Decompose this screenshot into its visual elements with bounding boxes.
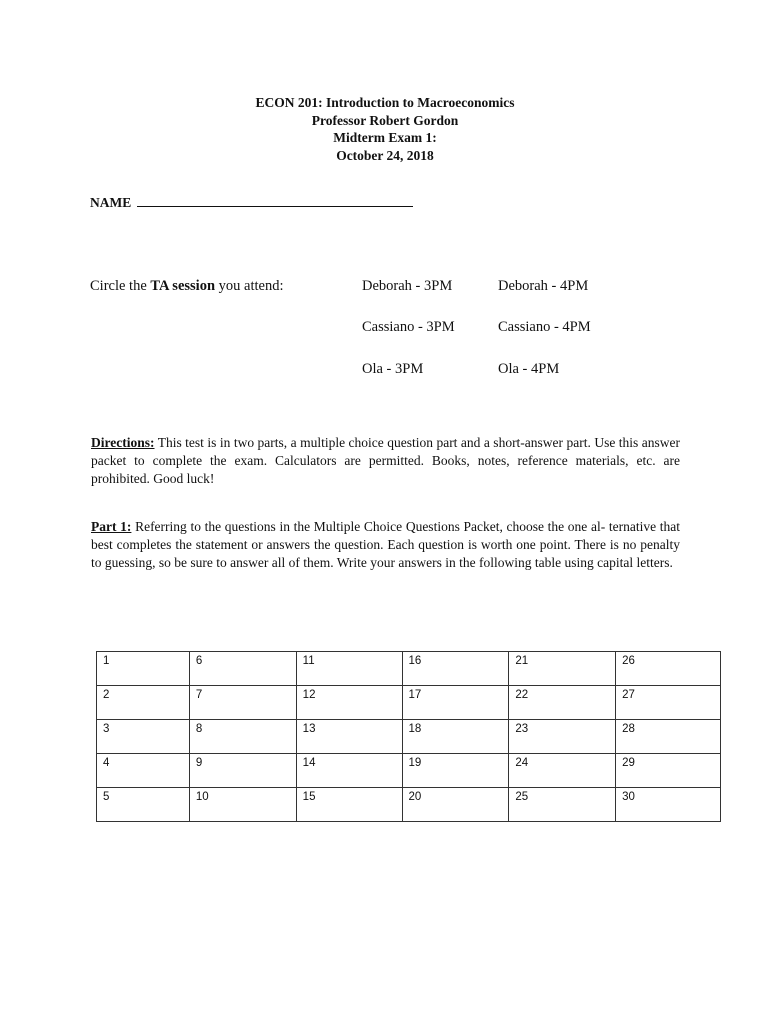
answer-cell[interactable]: 3 bbox=[97, 720, 190, 754]
ta-option-cassiano-4pm[interactable]: Cassiano - 4PM bbox=[498, 319, 591, 335]
answer-cell[interactable]: 4 bbox=[97, 754, 190, 788]
answer-cell[interactable]: 14 bbox=[296, 754, 402, 788]
answer-cell[interactable]: 16 bbox=[402, 652, 509, 686]
table-row bbox=[97, 754, 721, 788]
answer-cell[interactable]: 29 bbox=[616, 754, 721, 788]
directions-paragraph bbox=[91, 434, 680, 488]
answer-cell[interactable]: 25 bbox=[509, 788, 616, 822]
ta-option-cassiano-3pm[interactable]: Cassiano - 3PM bbox=[362, 319, 455, 335]
answer-cell[interactable]: 5 bbox=[97, 788, 190, 822]
part1-text: Referring to the questions in the Multiple Choice Questions Packet, choose the one al- ternative that best completes the statement or answers the question. Each question is worth one point. There is no penalty to guessing, so be sure to answer all of them. Write your answers in the following table using capital letters. bbox=[91, 519, 680, 570]
table-row bbox=[97, 788, 721, 822]
answer-cell[interactable]: 27 bbox=[616, 686, 721, 720]
answer-cell[interactable]: 22 bbox=[509, 686, 616, 720]
ta-option-deborah-4pm[interactable]: Deborah - 4PM bbox=[498, 278, 589, 294]
answer-cell[interactable]: 2 bbox=[97, 686, 190, 720]
exam-date: October 24, 2018 bbox=[336, 147, 434, 163]
answer-cell[interactable]: 17 bbox=[402, 686, 509, 720]
directions-text: This test is in two parts, a multiple choice question part and a short-answer part. Use this answer packet to complete the exam. Calculators are permitted. Books, notes, reference materials, etc. are prohibited. Good luck! bbox=[91, 435, 680, 486]
table-row bbox=[97, 686, 721, 720]
ta-option-ola-3pm[interactable]: Ola - 3PM bbox=[362, 361, 424, 377]
exam-header bbox=[0, 94, 770, 164]
name-blank-line[interactable] bbox=[137, 194, 413, 207]
answer-cell[interactable]: 28 bbox=[616, 720, 721, 754]
answer-cell[interactable]: 1 bbox=[97, 652, 190, 686]
ta-option-deborah-3pm[interactable]: Deborah - 3PM bbox=[362, 278, 453, 294]
answer-cell[interactable]: 19 bbox=[402, 754, 509, 788]
answer-cell[interactable]: 6 bbox=[189, 652, 296, 686]
answer-cell[interactable]: 11 bbox=[296, 652, 402, 686]
answer-cell[interactable]: 7 bbox=[189, 686, 296, 720]
ta-option-ola-4pm[interactable]: Ola - 4PM bbox=[498, 361, 560, 377]
answer-cell[interactable]: 8 bbox=[189, 720, 296, 754]
ta-session-emphasis: TA session bbox=[150, 278, 216, 294]
answer-cell[interactable]: 26 bbox=[616, 652, 721, 686]
table-row bbox=[97, 720, 721, 754]
ta-session-label: Circle the TA session you attend: bbox=[90, 278, 284, 294]
professor-name: Professor Robert Gordon bbox=[311, 112, 459, 128]
name-label: NAME bbox=[90, 195, 132, 210]
answer-cell[interactable]: 30 bbox=[616, 788, 721, 822]
exam-title: Midterm Exam 1: bbox=[333, 130, 437, 145]
answer-cell[interactable]: 18 bbox=[402, 720, 509, 754]
answer-cell[interactable]: 21 bbox=[509, 652, 616, 686]
answer-cell[interactable]: 20 bbox=[402, 788, 509, 822]
directions-heading: Directions: bbox=[91, 435, 155, 450]
answer-cell[interactable]: 10 bbox=[189, 788, 296, 822]
part1-paragraph bbox=[91, 518, 680, 572]
answer-table bbox=[96, 651, 721, 822]
answer-cell[interactable]: 15 bbox=[296, 788, 402, 822]
answer-cell[interactable]: 13 bbox=[296, 720, 402, 754]
name-field bbox=[90, 194, 413, 211]
answer-cell[interactable]: 23 bbox=[509, 720, 616, 754]
answer-cell[interactable]: 12 bbox=[296, 686, 402, 720]
table-row bbox=[97, 652, 721, 686]
part1-heading: Part 1: bbox=[91, 519, 132, 534]
answer-cell[interactable]: 24 bbox=[509, 754, 616, 788]
answer-cell[interactable]: 9 bbox=[189, 754, 296, 788]
course-title: ECON 201: Introduction to Macroeconomics bbox=[255, 95, 515, 110]
